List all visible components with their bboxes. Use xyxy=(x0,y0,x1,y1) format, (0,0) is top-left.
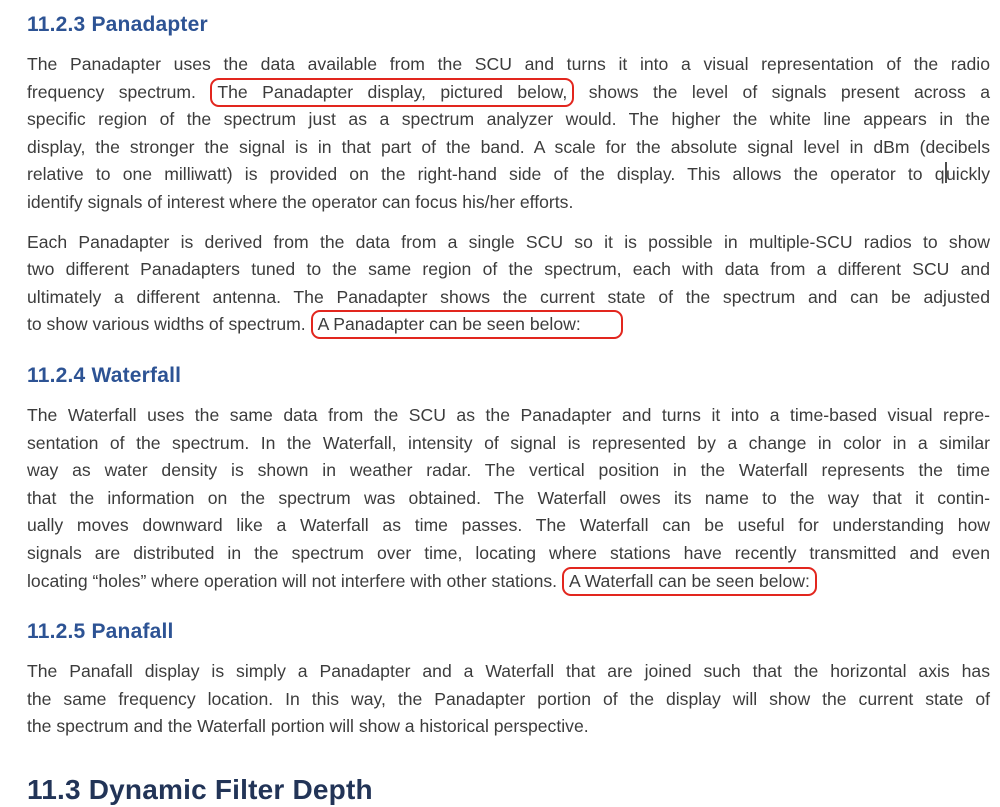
text-run: The Panadapter uses the data available from the SCU and turns it into a visual representation of the radio xyxy=(27,54,990,74)
paragraph-panadapter-2 xyxy=(27,229,990,339)
text-line xyxy=(27,106,990,134)
text-run: the same frequency location. In this way, the Panadapter portion of the display will show the current state of xyxy=(27,688,990,709)
text-run: signals are distributed in the spectrum over time, locating where stations have recently transmitted and even xyxy=(27,542,990,563)
text-line xyxy=(27,256,990,284)
text-run: frequency spectrum. xyxy=(27,81,211,102)
text-run: sentation of the spectrum. In the Waterfall, intensity of signal is represented by a change in color in a similar xyxy=(27,432,990,453)
text-run: Each Panadapter is derived from the data from a single SCU so it is possible in multiple-SCU radios to show xyxy=(27,231,990,252)
red-annotation-box: The Panadapter display, pictured below, xyxy=(210,78,574,107)
text-line xyxy=(27,658,990,686)
paragraph-panafall xyxy=(27,658,990,741)
text-line xyxy=(27,485,990,513)
text-run: ultimately a different antenna. The Panadapter shows the current state of the spectrum and can be adjusted xyxy=(27,286,990,307)
heading-waterfall: 11.2.4 Waterfall xyxy=(27,363,182,387)
text-run: specific region of the spectrum just as a spectrum analyzer would. The higher the white line appears in the xyxy=(27,109,990,130)
text-line xyxy=(27,229,990,257)
text-line xyxy=(27,457,990,485)
text-line xyxy=(27,311,990,339)
text-run: locating “holes” where operation will not interfere with other stations. xyxy=(27,570,562,591)
heading-panafall: 11.2.5 Panafall xyxy=(27,620,174,644)
text-line xyxy=(27,161,990,189)
text-run: relative to one milliwatt) is provided on the right-hand side of the display. This allows the operator to q xyxy=(27,164,945,185)
paragraph-panadapter-1 xyxy=(27,51,990,217)
text-run: way as water density is shown in weather radar. The vertical position in the Waterfall represents the time xyxy=(27,460,990,481)
text-line xyxy=(27,430,990,458)
text-run: the spectrum and the Waterfall portion will show a historical perspective. xyxy=(27,716,589,737)
red-annotation-box: A Panadapter can be seen below: xyxy=(311,310,623,339)
text-line xyxy=(27,568,990,596)
text-line xyxy=(27,284,990,312)
text-run: display, the stronger the signal is in that part of the band. A scale for the absolute signal level in dBm (decibels xyxy=(27,136,990,157)
text-line xyxy=(27,540,990,568)
text-run: that the information on the spectrum was obtained. The Waterfall owes its name to the way that it contin- xyxy=(27,487,990,508)
text-run: The Waterfall uses the same data from the SCU as the Panadapter and turns it into a time-based visual repre- xyxy=(27,404,990,425)
text-line xyxy=(27,512,990,540)
text-run: uickly xyxy=(946,164,990,185)
text-line xyxy=(27,402,990,430)
text-line xyxy=(27,51,990,79)
text-run: two different Panadapters tuned to the same region of the spectrum, each with data from a different SCU and xyxy=(27,259,990,280)
paragraph-waterfall xyxy=(27,402,990,595)
red-annotation-box: A Waterfall can be seen below: xyxy=(562,567,817,596)
text-line xyxy=(27,189,990,217)
text-run: ually moves downward like a Waterfall as time passes. The Waterfall can be useful for understanding how xyxy=(27,515,990,536)
text-run: shows the level of signals present across a xyxy=(574,81,991,102)
text-run: The Panafall display is simply a Panadapter and a Waterfall that are joined such that the horizontal axis has xyxy=(27,661,990,682)
heading-dynamic-filter-depth: 11.3 Dynamic Filter Depth xyxy=(27,773,373,805)
text-line xyxy=(27,713,990,741)
text-run: identify signals of interest where the operator can focus his/her efforts. xyxy=(27,191,574,212)
text-line xyxy=(27,134,990,162)
text-run: to show various widths of spectrum. xyxy=(27,314,311,335)
heading-panadapter: 11.2.3 Panadapter xyxy=(27,13,208,36)
text-line xyxy=(27,686,990,714)
text-line xyxy=(27,79,990,107)
